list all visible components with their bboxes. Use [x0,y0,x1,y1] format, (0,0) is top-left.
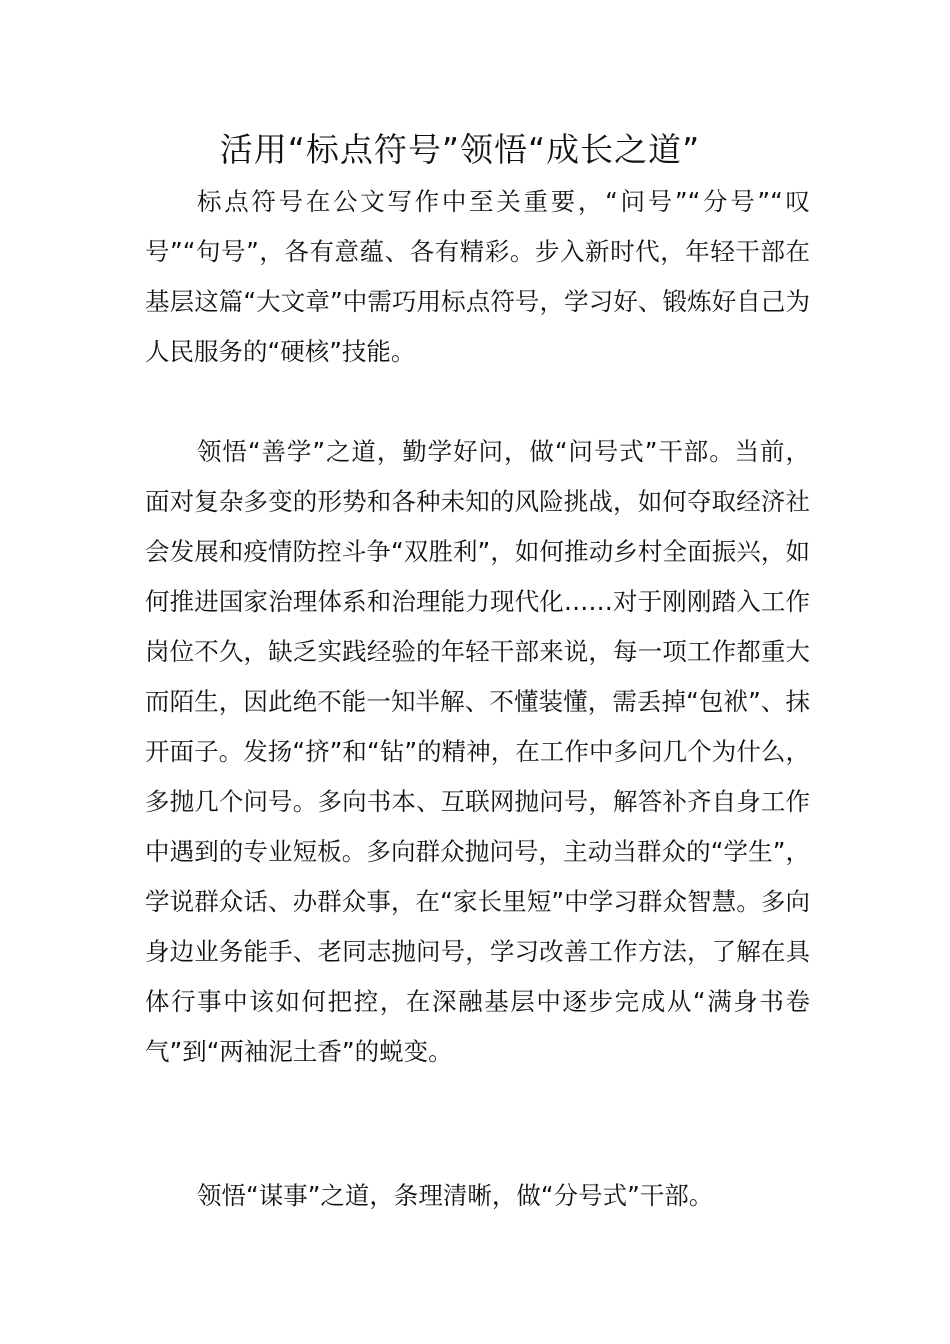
document-title: 活用“标点符号”领悟“成长之道” [219,130,701,169]
paragraph-moushi: 领悟“谋事”之道，条理清晰，做“分号式”干部。 [197,1181,714,1210]
paragraph-shanxue: 领悟“善学”之道，勤学好问，做“问号式”干部。当前，面对复杂多变的形势和各种未知的风险挑战，如何夺取经济社会发展和疫情防控斗争“双胜利”，如何推动乡村全面振兴，如何推进国家治理体系和治理能力现代化……对于刚刚踏入工作岗位不久，缺乏实践经验的年轻干部来说，每一项工作都重大而陌生，因此绝不能一知半解、不懂装懂，需丢掉“包袱”、抹开面子。发扬“挤”和“钻”的精神，在工作中多问几个为什么，多抛几个问号。多向书本、互联网抛问号，解答补齐自身工作中遇到的专业短板。多向群众抛问号，主动当群众的“学生”，学说群众话、办群众事，在“家长里短”中学习群众智慧。多向身边业务能手、老同志抛问号，学习改善工作方法，了解在具体行事中该如何把控，在深融基层中逐步完成从“满身书卷气”到“两袖泥土香”的蜕变。 [145,437,810,1066]
paragraph-intro: 标点符号在公文写作中至关重要，“问号”“分号”“叹号”“句号”，各有意蕴、各有精彩。步入新时代，年轻干部在基层这篇“大文章”中需巧用标点符号，学习好、锻炼好自己为人民服务的“硬核”技能。 [145,187,810,366]
